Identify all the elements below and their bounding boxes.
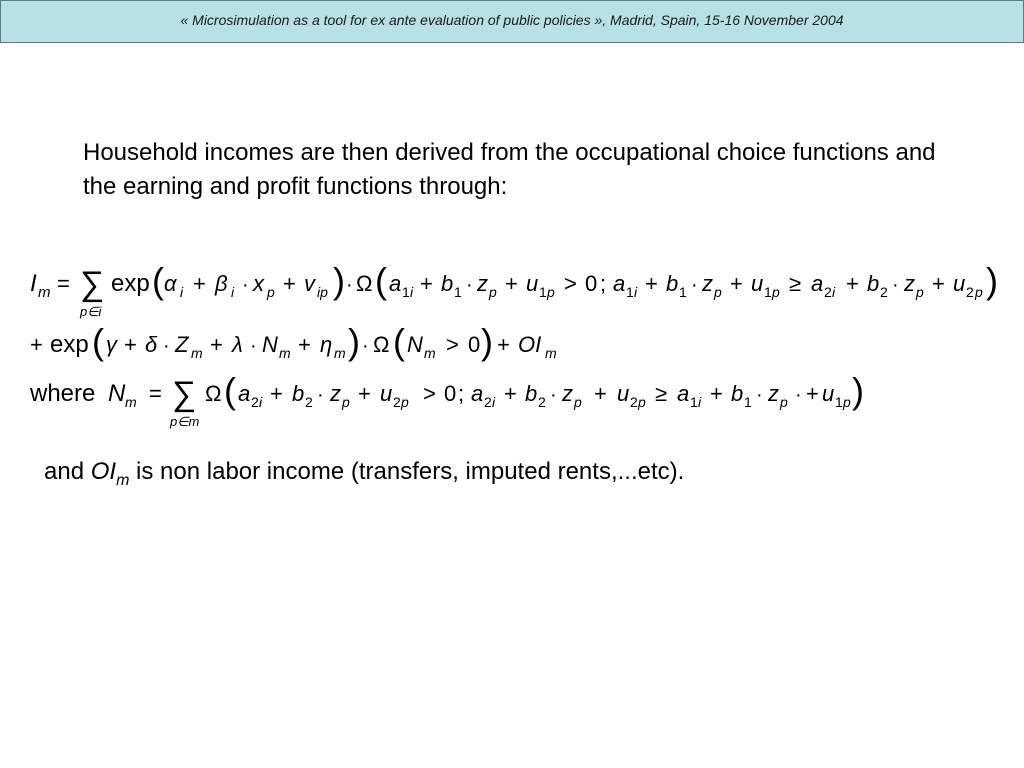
svg-text:+: + [358, 381, 371, 406]
svg-text:·: · [317, 384, 324, 406]
svg-text:): ) [852, 370, 864, 411]
svg-text:p: p [772, 284, 780, 300]
svg-text:p: p [267, 284, 275, 300]
svg-text:α: α [164, 271, 177, 296]
svg-text:+: + [124, 332, 137, 357]
svg-text:1: 1 [454, 284, 462, 300]
svg-text:z: z [330, 381, 341, 406]
svg-text:Ω: Ω [373, 332, 390, 357]
svg-text:b: b [867, 271, 880, 296]
svg-text:p∈i: p∈i [80, 304, 102, 319]
svg-text:m: m [545, 345, 557, 361]
svg-text:+: + [846, 271, 859, 296]
svg-text:2: 2 [484, 394, 492, 410]
svg-text:b: b [441, 271, 454, 296]
svg-text:1: 1 [764, 284, 772, 300]
svg-text:(: ( [393, 321, 405, 362]
svg-text:1: 1 [744, 394, 752, 410]
svg-text:2: 2 [966, 284, 974, 300]
svg-text:+: + [710, 381, 723, 406]
svg-text:+: + [497, 332, 510, 357]
svg-text:ip: ip [317, 284, 328, 300]
svg-text:p: p [843, 394, 851, 410]
svg-text:m: m [334, 345, 346, 361]
footnote-prefix: and [44, 458, 91, 485]
svg-text:δ: δ [145, 332, 158, 357]
non-labor-income-note [44, 455, 984, 498]
svg-text:·: · [466, 274, 473, 296]
svg-text:N: N [407, 332, 423, 357]
svg-text:+: + [210, 332, 223, 357]
svg-text:+: + [30, 332, 43, 357]
svg-text:u: u [617, 381, 630, 406]
svg-text:Ω: Ω [205, 381, 222, 406]
svg-text:z: z [477, 271, 488, 296]
svg-text:p: p [401, 394, 409, 410]
equation-line-1 [30, 260, 998, 319]
svg-text:a: a [471, 381, 484, 406]
svg-text:≥: ≥ [789, 271, 802, 296]
svg-text:;: ; [600, 271, 607, 296]
svg-text:b: b [666, 271, 679, 296]
svg-text:v: v [304, 271, 315, 296]
where-label: where [30, 380, 96, 407]
svg-text:·: · [250, 335, 257, 357]
svg-text:=: = [57, 271, 70, 296]
intro-paragraph: Household incomes are then derived from the occupational choice functions and the earning and profit functions through: [83, 139, 936, 200]
svg-text:z: z [904, 271, 915, 296]
svg-text:+: + [645, 271, 658, 296]
svg-text:2: 2 [880, 284, 888, 300]
svg-text:i: i [231, 284, 235, 300]
svg-text:i: i [698, 394, 702, 410]
svg-text:m: m [424, 345, 436, 361]
svg-text:a: a [389, 271, 402, 296]
svg-text:·: · [362, 335, 369, 357]
svg-text:i: i [180, 284, 184, 300]
svg-text:+: + [932, 271, 945, 296]
svg-text:): ) [986, 260, 998, 301]
svg-text:z: z [562, 381, 573, 406]
svg-text:+: + [806, 381, 819, 406]
svg-text:u: u [751, 271, 764, 296]
svg-text:2: 2 [305, 394, 313, 410]
svg-text:i: i [634, 284, 638, 300]
svg-text:γ: γ [106, 332, 117, 357]
svg-text:+: + [298, 332, 311, 357]
svg-text:λ: λ [232, 332, 243, 357]
svg-text:+: + [283, 271, 296, 296]
svg-text:m: m [125, 394, 137, 410]
svg-text:2: 2 [538, 394, 546, 410]
svg-text:m: m [191, 345, 203, 361]
svg-text:∑: ∑ [80, 265, 105, 303]
svg-text:u: u [953, 271, 966, 296]
svg-text:exp: exp [111, 270, 150, 297]
svg-text:i: i [492, 394, 496, 410]
svg-text:N: N [108, 380, 126, 407]
svg-text:OI: OI [518, 332, 542, 357]
oi-subscript: m [116, 471, 130, 489]
svg-text:>: > [423, 381, 436, 406]
svg-text:>: > [446, 332, 459, 357]
svg-text:·: · [892, 274, 899, 296]
svg-text:m: m [38, 284, 51, 301]
svg-text:0: 0 [444, 381, 457, 406]
svg-text:a: a [613, 271, 626, 296]
svg-text:+: + [594, 381, 607, 406]
svg-text:1: 1 [835, 394, 843, 410]
svg-text:a: a [811, 271, 824, 296]
footnote-suffix: is non labor income (transfers, imputed rents,...etc). [129, 458, 685, 485]
svg-text:η: η [320, 332, 333, 357]
svg-text:p: p [574, 394, 582, 410]
svg-text:b: b [731, 381, 744, 406]
svg-text:+: + [730, 271, 743, 296]
svg-text:a: a [238, 381, 251, 406]
svg-text:+: + [270, 381, 283, 406]
svg-text:z: z [768, 381, 779, 406]
svg-text:·: · [242, 274, 249, 296]
svg-text:p: p [489, 284, 497, 300]
svg-text:+: + [504, 381, 517, 406]
svg-text:(: ( [224, 370, 236, 411]
svg-text:β: β [215, 271, 228, 296]
svg-text:1: 1 [679, 284, 687, 300]
equation-line-2 [30, 321, 557, 362]
svg-text:N: N [262, 332, 278, 357]
conference-header: « Microsimulation as a tool for ex ante evaluation of public policies », Madrid, Spain, 15-16 November 2004 [0, 0, 1024, 43]
svg-text:x: x [253, 271, 264, 296]
svg-text:a: a [677, 381, 690, 406]
svg-text:Ω: Ω [356, 271, 373, 296]
svg-text:1: 1 [626, 284, 634, 300]
svg-text:b: b [525, 381, 538, 406]
svg-text:i: i [259, 394, 263, 410]
svg-text:z: z [702, 271, 713, 296]
svg-text:Z: Z [175, 332, 189, 357]
equation-line-3 [29, 370, 864, 429]
svg-text:+: + [420, 271, 433, 296]
svg-text:): ) [333, 260, 345, 301]
svg-text:u: u [380, 381, 393, 406]
svg-text:p: p [547, 284, 555, 300]
svg-text:u: u [822, 381, 835, 406]
svg-text:p: p [342, 394, 350, 410]
svg-text:2: 2 [251, 394, 259, 410]
svg-text:·: · [163, 335, 170, 357]
oi-symbol: OI [90, 458, 117, 485]
svg-text:;: ; [458, 381, 465, 406]
svg-text:=: = [149, 381, 162, 406]
svg-text:·: · [550, 384, 557, 406]
svg-text:(: ( [92, 321, 104, 362]
svg-text:·: · [346, 274, 353, 296]
svg-text:): ) [481, 321, 493, 362]
svg-text:p: p [780, 394, 788, 410]
svg-text:>: > [564, 271, 577, 296]
svg-text:): ) [348, 321, 360, 362]
svg-text:p: p [714, 284, 722, 300]
svg-text:+: + [505, 271, 518, 296]
svg-text:·: · [691, 274, 698, 296]
svg-text:2: 2 [824, 284, 832, 300]
svg-text:p∈m: p∈m [170, 414, 200, 429]
svg-text:i: i [832, 284, 836, 300]
svg-text:·: · [756, 384, 763, 406]
svg-text:i: i [410, 284, 414, 300]
svg-text:(: ( [375, 260, 387, 301]
svg-text:≥: ≥ [655, 381, 668, 406]
svg-text:I: I [30, 270, 37, 297]
svg-text:2: 2 [630, 394, 638, 410]
svg-text:m: m [279, 345, 291, 361]
svg-text:·: · [795, 384, 802, 406]
svg-text:p: p [638, 394, 646, 410]
svg-text:∑: ∑ [172, 375, 197, 413]
svg-text:p: p [975, 284, 983, 300]
svg-text:(: ( [152, 260, 164, 301]
svg-text:2: 2 [393, 394, 401, 410]
svg-text:u: u [526, 271, 539, 296]
svg-text:1: 1 [690, 394, 698, 410]
svg-text:b: b [292, 381, 305, 406]
svg-text:+: + [193, 271, 206, 296]
svg-text:1: 1 [539, 284, 547, 300]
svg-text:0: 0 [468, 332, 481, 357]
svg-text:1: 1 [402, 284, 410, 300]
svg-text:p: p [916, 284, 924, 300]
svg-text:exp: exp [50, 331, 89, 358]
svg-text:0: 0 [585, 271, 598, 296]
